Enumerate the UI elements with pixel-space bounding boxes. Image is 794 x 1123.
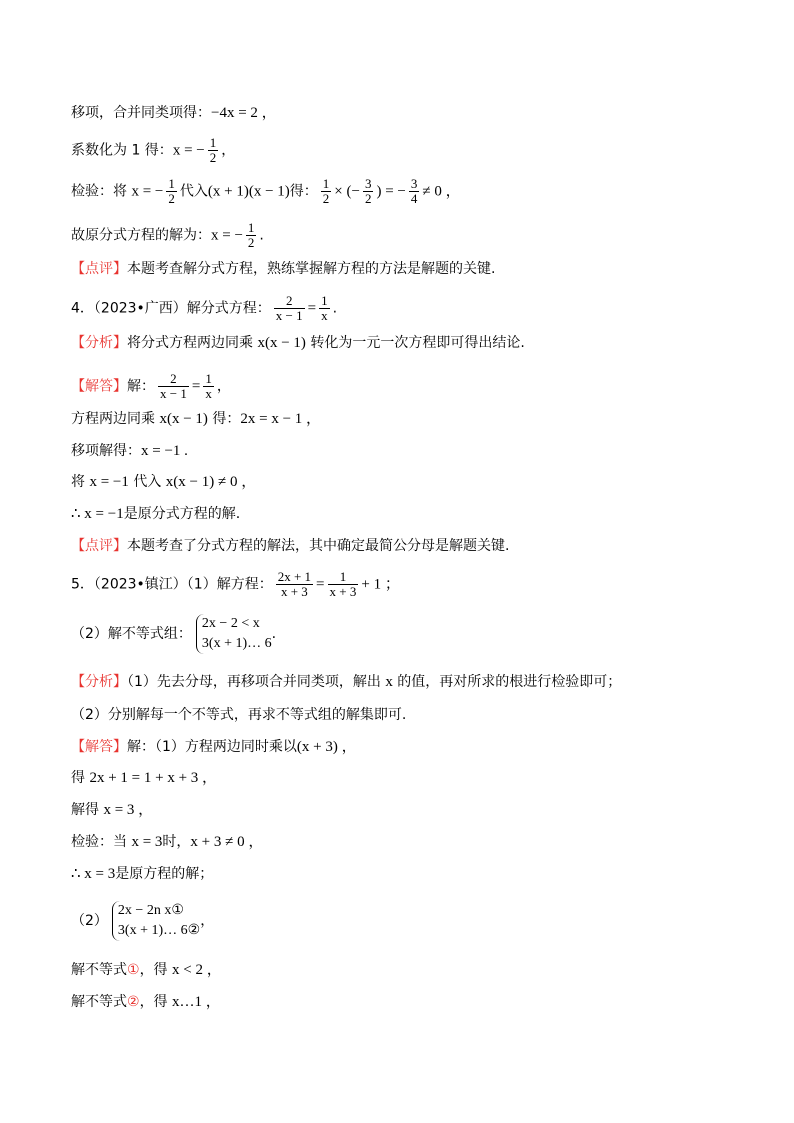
text: 本题考查解分式方程，熟练掌握解方程的方法是解题的关键. — [127, 261, 496, 277]
math: (x + 3) ， — [296, 739, 357, 755]
text: . — [332, 300, 338, 317]
text: 解得 — [71, 802, 104, 818]
analysis-tag: 【分析】 — [71, 335, 127, 351]
line-conclusion — [71, 865, 213, 883]
text: ， — [221, 142, 236, 159]
math: x(x − 1) ≠ 0 ， — [165, 474, 257, 490]
text: 解：（1）方程两边同时乘以 — [127, 739, 297, 755]
math: x = − — [211, 227, 243, 244]
denominator: x − 1 — [160, 386, 187, 401]
numerator: 1 — [339, 569, 347, 584]
numerator: 2 — [170, 371, 177, 386]
text: 检验：将 — [71, 183, 132, 200]
line-solve — [71, 801, 153, 819]
math: (x + 1)(x − 1) — [207, 183, 290, 200]
solution-tag: 【解答】 — [71, 739, 127, 755]
denominator: 2 — [168, 191, 175, 206]
denominator: 2 — [247, 235, 255, 250]
inequality-row: 2x − 2n x① — [117, 903, 184, 918]
text: 是原分式方程的解. — [123, 506, 241, 522]
text: 得 — [71, 770, 90, 786]
text: 得： — [207, 411, 241, 427]
text: ，得 — [139, 994, 173, 1010]
math: ∴ x = 3 — [71, 866, 116, 882]
text: 检验：当 — [71, 834, 132, 850]
text: 本题考查了分式方程的解法，其中确定最简公分母是解题关键. — [127, 538, 510, 554]
text: 5．（2023•镇江）（1）解方程： — [71, 576, 273, 593]
numerator: 1 — [168, 176, 175, 191]
text: 将分式方程两边同乘 — [127, 335, 258, 351]
numerator: 1 — [321, 293, 328, 308]
line-coefficient-one — [71, 136, 235, 165]
math: x(x − 1) — [257, 335, 306, 351]
denominator: x + 3 — [276, 584, 313, 599]
text: （2）解不等式组： — [71, 626, 192, 642]
fraction — [208, 136, 219, 165]
comment-tag: 【点评】 — [71, 538, 127, 554]
analysis-paragraph — [71, 334, 525, 352]
inequality-system — [112, 901, 200, 941]
math: ≠ 0 ， — [422, 183, 461, 200]
text: 解不等式 — [71, 962, 127, 978]
line-verification — [71, 177, 461, 206]
numerator: 1 — [247, 220, 255, 235]
solution-tag: 【解答】 — [71, 378, 127, 395]
numerator: 3 — [410, 176, 418, 191]
math: x — [385, 674, 393, 690]
math: = — [307, 300, 317, 317]
text: ， — [200, 913, 215, 929]
fraction — [319, 294, 330, 323]
text: 解不等式 — [71, 994, 127, 1010]
line-solve — [71, 442, 188, 460]
math: −4x = 2 ， — [211, 105, 277, 121]
numerator: 2x + 1 — [277, 569, 312, 584]
text: （2）分别解每一个不等式，再求不等式组的解集即可. — [71, 707, 407, 723]
fraction — [363, 177, 374, 206]
math: = — [316, 576, 325, 593]
fraction — [203, 372, 214, 401]
line-multiply-both-sides — [71, 410, 321, 428]
fraction — [276, 570, 313, 599]
comment-tag: 【点评】 — [71, 261, 127, 277]
math: x…1 ， — [172, 994, 221, 1010]
numerator: 1 — [322, 176, 330, 191]
inequality-row: 3(x + 1)… 6 — [201, 636, 272, 651]
denominator: 4 — [410, 191, 418, 206]
text: . — [271, 626, 277, 642]
line-conclusion — [71, 505, 240, 523]
question-5 — [71, 570, 400, 599]
fraction — [274, 294, 305, 323]
denominator: x — [321, 308, 328, 323]
text: 转化为一元一次方程即可得出结论. — [305, 335, 525, 351]
math: ∴ x = −1 — [71, 506, 124, 522]
line-inequality-system — [71, 901, 214, 941]
math: x = 3 ， — [103, 802, 154, 818]
math: + 1 ； — [361, 576, 400, 593]
text: 的值，再对所求的根进行检验即可； — [392, 674, 622, 690]
math: 2x = x − 1 ， — [240, 411, 322, 427]
text: 故原分式方程的解为： — [71, 227, 211, 244]
inequality-row: 3(x + 1)… 6② — [117, 923, 201, 938]
line-combine-like-terms — [71, 104, 277, 122]
text: 移项解得： — [71, 443, 141, 459]
denominator: 2 — [364, 191, 372, 206]
text: ， — [216, 378, 231, 395]
text: 时， — [162, 834, 191, 850]
text: 将 — [71, 474, 90, 490]
math: x = − — [131, 183, 164, 200]
math: ) = − — [376, 183, 406, 200]
fraction — [328, 570, 359, 599]
circled-number: ② — [127, 994, 140, 1010]
line-solve-inequality-2 — [71, 993, 221, 1011]
denominator: x + 3 — [329, 584, 357, 599]
fraction — [166, 177, 177, 206]
fraction — [158, 372, 189, 401]
comment-paragraph — [71, 260, 495, 278]
circled-number: ① — [127, 962, 140, 978]
text: （1）先去分母，再移项合并同类项，解出 — [127, 674, 386, 690]
math: x = 3 — [131, 834, 163, 850]
question-5-part-2 — [71, 614, 276, 654]
math: × (− — [334, 183, 360, 200]
fraction — [321, 177, 332, 206]
line-verification — [71, 833, 263, 851]
analysis-part-2 — [71, 706, 406, 724]
denominator: x − 1 — [275, 308, 303, 323]
inequality-row: 2x − 2 < x — [201, 616, 260, 631]
math: x = − — [172, 142, 205, 159]
solution-header — [71, 738, 357, 756]
numerator: 1 — [209, 135, 217, 150]
fraction — [409, 177, 420, 206]
text: 得： — [289, 183, 318, 200]
inequality-system — [196, 614, 272, 654]
text: 代入 — [179, 183, 208, 200]
line-substitute — [71, 473, 256, 491]
text: 系数化为 1 得： — [71, 142, 173, 159]
text: 解： — [127, 378, 155, 395]
text: 是原方程的解； — [115, 866, 214, 882]
math: x(x − 1) — [159, 411, 208, 427]
analysis-tag: 【分析】 — [71, 674, 127, 690]
text: 方程两边同乘 — [71, 411, 160, 427]
line-original-solution — [71, 221, 264, 250]
math: x = −1 — [89, 474, 129, 490]
math: x + 3 ≠ 0 ， — [190, 834, 264, 850]
text: ，得 — [139, 962, 173, 978]
denominator: x — [205, 386, 212, 401]
text: 移项，合并同类项得： — [71, 105, 211, 121]
math: 2x + 1 = 1 + x + 3 ， — [89, 770, 218, 786]
text: . — [259, 227, 264, 244]
analysis-paragraph — [71, 673, 621, 691]
denominator: 2 — [322, 191, 330, 206]
text: 代入 — [128, 474, 166, 490]
numerator: 1 — [205, 371, 212, 386]
numerator: 2 — [285, 293, 293, 308]
numerator: 3 — [364, 176, 372, 191]
math: x = −1 . — [141, 443, 188, 459]
fraction — [246, 221, 257, 250]
denominator: 2 — [209, 150, 217, 165]
line-solve-inequality-1 — [71, 961, 222, 979]
solution-header — [71, 372, 231, 401]
math: x < 2 ， — [172, 962, 222, 978]
math: = — [191, 378, 201, 395]
comment-paragraph — [71, 537, 509, 555]
text: （2） — [71, 913, 108, 929]
question-4 — [71, 294, 337, 323]
line-equation — [71, 769, 217, 787]
text: 4．（2023•广西）解分式方程： — [71, 300, 271, 317]
